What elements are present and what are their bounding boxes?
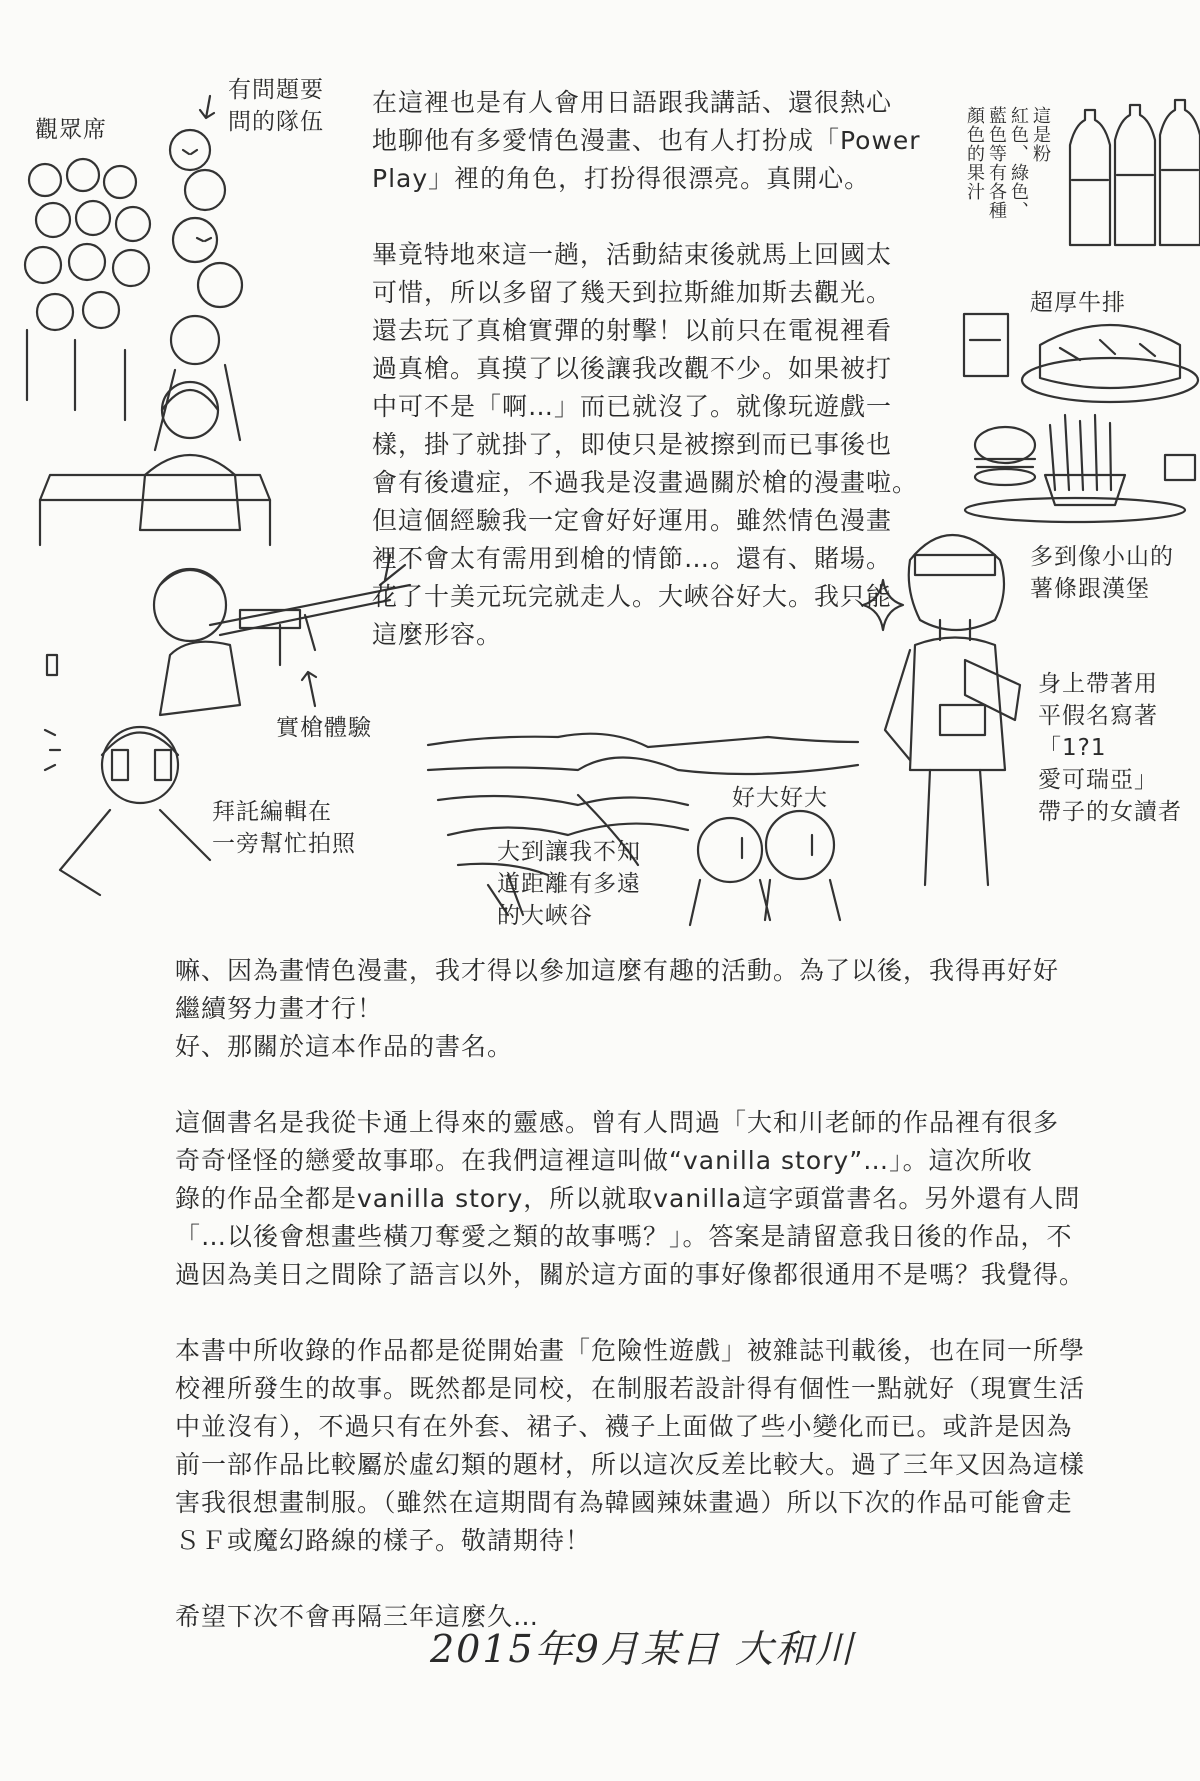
text-line: 中可不是「啊…」而已就沒了。就像玩遊戲一 bbox=[372, 392, 893, 421]
steak-label: 超厚牛排 bbox=[1030, 290, 1126, 316]
text-line: 本書中所收錄的作品都是從開始畫「危險性遊戲」被雜誌刊載後，也在同一所學 bbox=[175, 1336, 1086, 1365]
editor-photo-label bbox=[212, 796, 356, 860]
text-line: 花了十美元玩完就走人。大峽谷好大。我只能 bbox=[372, 582, 893, 611]
text-line: 可惜，所以多留了幾天到拉斯維加斯去觀光。 bbox=[372, 278, 893, 307]
juice-line: 這是粉 bbox=[1030, 106, 1051, 163]
text-line: 繼續努力畫才行！ bbox=[175, 994, 384, 1023]
text-line: 畢竟特地來這一趟，活動結束後就馬上回國太 bbox=[372, 240, 893, 269]
text-line: 但這個經驗我一定會好好運用。雖然情色漫畫 bbox=[372, 506, 893, 535]
top-paragraph bbox=[372, 84, 932, 198]
juice-line: 紅色、綠色、 bbox=[1008, 106, 1029, 220]
two-viewers-illustration bbox=[680, 800, 850, 925]
text-line: 樣，掛了就掛了，即使只是被擦到而已事後也 bbox=[372, 430, 893, 459]
canyon-line: 道距離有多遠 bbox=[497, 871, 641, 897]
text-line: 前一部作品比較屬於虛幻類的題材，所以這次反差比較大。過了三年又因為這樣 bbox=[175, 1450, 1086, 1479]
presenter-podium-illustration bbox=[40, 380, 270, 550]
questioners-label bbox=[228, 74, 324, 138]
text-line: 過真槍。真摸了以後讓我改觀不少。如果被打 bbox=[372, 354, 893, 383]
juice-bottles-illustration bbox=[1060, 105, 1200, 255]
text-line: 過因為美日之間除了語言以外，關於這方面的事好像都很通用不是嗎？我覺得。 bbox=[175, 1260, 1086, 1289]
editor-photo-line: 一旁幫忙拍照 bbox=[212, 831, 356, 857]
questioners-line: 有問題要 bbox=[228, 77, 324, 103]
fries-burger-line: 多到像小山的 bbox=[1030, 544, 1174, 570]
questioners-arrow-icon bbox=[200, 96, 220, 122]
top-text-block bbox=[372, 84, 932, 654]
female-reader-label bbox=[1038, 668, 1182, 828]
canyon-label bbox=[497, 836, 641, 932]
text-line: 裡不會太有需用到槍的情節…。還有、賭場。 bbox=[372, 544, 893, 573]
questioners-line: 問的隊伍 bbox=[228, 109, 324, 135]
shooting-arrow-icon bbox=[300, 668, 330, 708]
editor-photo-line: 拜託編輯在 bbox=[212, 799, 332, 825]
bottom-paragraph bbox=[175, 1104, 1135, 1294]
text-line: 錄的作品全都是vanilla story，所以就取vanilla這字頭當書名。另外還有人問 bbox=[175, 1184, 1081, 1213]
juice-line: 顏色的果汁 bbox=[964, 106, 985, 201]
handwritten-signature: 2015年9月某日 大和川 bbox=[430, 1627, 855, 1671]
text-line: Play」裡的角色，打扮得很漂亮。真開心。 bbox=[372, 164, 871, 193]
juice-line: 藍色等有各種 bbox=[986, 106, 1007, 220]
top-paragraph bbox=[372, 236, 932, 654]
shooting-experience-label: 實槍體驗 bbox=[276, 715, 372, 741]
editor-photographer-illustration bbox=[40, 710, 220, 900]
so-big-label: 好大好大 bbox=[732, 785, 828, 811]
text-line: 好、那關於這本作品的書名。 bbox=[175, 1032, 514, 1061]
burger-fries-illustration bbox=[965, 415, 1200, 525]
canyon-line: 的大峽谷 bbox=[497, 903, 593, 929]
canyon-line: 大到讓我不知 bbox=[497, 839, 641, 865]
text-line: 奇奇怪怪的戀愛故事耶。在我們這裡這叫做“vanilla story”…」。這次所收 bbox=[175, 1146, 1033, 1175]
female-reader-line: 身上帶著用 bbox=[1038, 671, 1158, 697]
text-line: 「…以後會想畫些橫刀奪愛之類的故事嗎？」。答案是請留意我日後的作品，不 bbox=[175, 1222, 1073, 1251]
bottom-text-block bbox=[175, 952, 1135, 1636]
text-line: 地聊他有多愛情色漫畫、也有人打扮成「Power bbox=[372, 126, 921, 155]
female-reader-line: 「1?1 bbox=[1038, 735, 1107, 761]
bottom-paragraph bbox=[175, 1332, 1135, 1560]
text-line: 校裡所發生的故事。既然都是同校，在制服若設計得有個性一點就好（現實生活 bbox=[175, 1374, 1086, 1403]
audience-label: 觀眾席 bbox=[35, 117, 107, 143]
female-reader-line: 平假名寫著 bbox=[1038, 703, 1158, 729]
text-line: ＳＦ或魔幻路線的樣子。敬請期待！ bbox=[175, 1526, 592, 1555]
female-reader-line: 帶子的女讀者 bbox=[1038, 799, 1182, 825]
text-line: 會有後遺症，不過我是沒畫過關於槍的漫畫啦。 bbox=[372, 468, 919, 497]
shell-casing-icon bbox=[42, 650, 62, 680]
text-line: 中並沒有），不過只有在外套、裙子、襪子上面做了些小變化而已。或許是因為 bbox=[175, 1412, 1073, 1441]
text-line: 這麼形容。 bbox=[372, 620, 503, 649]
female-reader-line: 愛可瑞亞」 bbox=[1038, 767, 1158, 793]
text-line: 還去玩了真槍實彈的射擊！以前只在電視裡看 bbox=[372, 316, 893, 345]
bottom-paragraph bbox=[175, 952, 1135, 1066]
fries-burger-label bbox=[1030, 541, 1174, 605]
text-line: 這個書名是我從卡通上得來的靈感。曾有人問過「大和川老師的作品裡有很多 bbox=[175, 1108, 1060, 1137]
fries-burger-line: 薯條跟漢堡 bbox=[1030, 576, 1150, 602]
text-line: 希望下次不會再隔三年這麼久… bbox=[175, 1602, 540, 1631]
juice-label bbox=[963, 106, 1051, 296]
text-line: 害我很想畫制服。（雖然在這期間有為韓國辣妹畫過）所以下次的作品可能會走 bbox=[175, 1488, 1073, 1517]
text-line: 嘛、因為畫情色漫畫，我才得以參加這麼有趣的活動。為了以後，我得再好好 bbox=[175, 956, 1060, 985]
text-line: 在這裡也是有人會用日語跟我講話、還很熱心 bbox=[372, 88, 893, 117]
